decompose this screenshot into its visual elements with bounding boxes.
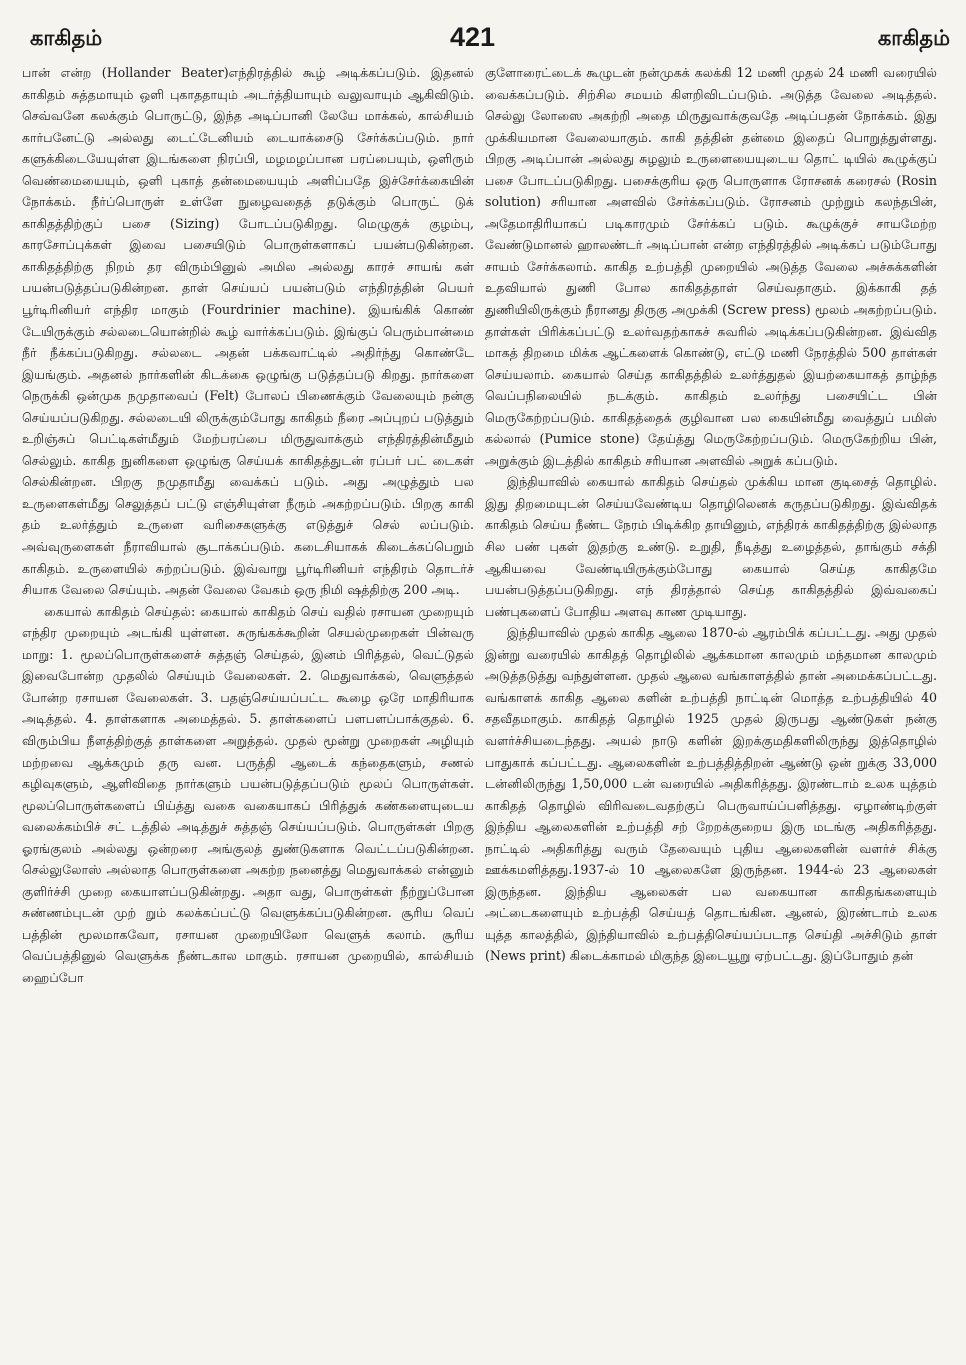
paragraph-cottage-industry: இந்தியாவில் கையால் காகிதம் செய்தல் முக்கிய மான குடிசைத் தொழில். இது திறமையுடன் செய்யவேண்டிய தொழிலெனக் கருதப்படுகிறது. இவ்விதக் காகிதம் செய்ய நீண்ட நேரம் பிடிக்கிற தாயினும், எந்திரக் காகிதத்திற்கு இல்லாத சில பண் புகள் இதற்கு உண்டு. உறுதி, நீடித்து உழைத்தல், தாங்கும் சக்தி ஆகியவை வேண்டியிருக்கும்போது கையால் செய்த காகிதமே பயன்படுத்தப்படுகிறது. எந் திரத்தால் செய்த காகிதத்தில் இவ்வகைப் பண்புகளைப் போதிய அளவு காண முடியாது. (485, 474, 937, 619)
running-title-left: காகிதம் (30, 26, 103, 50)
left-column (22, 62, 474, 1360)
page-header (0, 0, 966, 60)
page-number: 421 (450, 22, 496, 52)
paragraph-handmade-process: குளோரைட்டைக் கூழுடன் நன்முகக் கலக்கி 12 மணி முதல் 24 மணி வரையில் வைக்கப்படும். சிற்சில சமயம் கிளறிவிடப்படும். அடுத்த வேலை அடித்தல். செல்லு லோஸை அகற்றி அதை மிருதுவாக்குவதே அடிப்பதன் நோக்கம். இது முக்கியமான வேலையாகும். காகி தத்தின் தன்மை இதைப் பொறுத்துள்ளது. பிறகு அடிப்பான் அல்லது சுழலும் உருளையையுடைய தொட் டியில் கூழுக்குப் பசை போடப்படுகிறது. பசைக்குரிய ஒரு பொருளாக ரோசனக் கரைசல் (Rosin solution) சரியான அளவில் சேர்க்கப்படும். ரோசனம் முற்றும் கலந்தபின், அதேமாதிரியாகப் படிகாரமும் சேர்க்கப் படும். கூழுக்குச் சாயமேற்ற வேண்டுமானல் ஹாலண்டர் அடிப்பான் என்ற எந்திரத்தில் அடிக்கப் படும்போது சாயம் சேர்க்கலாம். காகித உற்பத்தி முறையில் அடுத்த வேலை அச்சுக்களின் உதவியால் துணி போல காகிதத்தாள் செய்வதாகும். இக்காகி தத் துணியிலிருக்கும் நீரானது திருகு அமுக்கி (Screw press) மூலம் அகற்றப்படும். தாள்கள் பிரிக்கப்பட்டு உலர்வதற்காகச் சுவரில் அடிக்கப்படுகின்றன. இவ்வித மாகத் திறமை மிக்க ஆட்களைக் கொண்டு, எட்டு மணி நேரத்தில் 500 தாள்கள் செய்யலாம். கையால் செய்த காகிதத்தில் உலர்த்துதல் இயற்கையாகத் தாழ்ந்த வெப்பநிலையில் நடக்கும். காகிதம் உலர்ந்து பசையிட்ட பின் மெருகேற்றப்படும். காகிதத்தைக் குழிவான பல கையின்மீது வைத்துப் பமிஸ் கல்லால் (Pumice stone) தேய்த்து மெருகேற்றப்படும். மெருகேற்றிய பின், அறுக்கும் இடத்தில் காகிதம் சரியான அளவில் அறுக் கப்படும். (485, 65, 937, 468)
paragraph-paper-industry-india: இந்தியாவில் முதல் காகித ஆலை 1870-ல் ஆரம்பிக் கப்பட்டது. அது முதல் இன்று வரையில் காகிதத் தொழிலில் ஆக்கமான காலமும் மந்தமான காலமும் அடுத்தடுத்து வந்துள்ளன. முதல் ஆலை வங்காளத்தில் தான் அமைக்கப்பட்டது. வங்காளக் காகித ஆலை களின் உற்பத்தி நாட்டின் மொத்த உற்பத்தியில் 40 சதவீதமாகும். காகிதத் தொழில் 1925 முதல் இருபது ஆண்டுகள் நன்கு வளர்ச்சியடைந்தது. அயல் நாடு களின் இறக்குமதிகளிலிருந்து இத்தொழில் பாதுகாக் கப்பட்டது. ஆலைகளின் உற்பத்தித்திறன் ஆண்டு ஒன் றுக்கு 33,000 டன்னிலிருந்து 1,50,000 டன் வரையில் அதிகரித்தது. இரண்டாம் உலக யுத்தம் காகிதத் தொழில் விரிவடைவதற்குப் பெருவாய்ப்பளித்தது. ஏழாண்டிற்குள் இந்திய ஆலைகளின் உற்பத்தி சற் றேறக்குறைய இரு மடங்கு அதிகரித்தது. நாட்டில் அதிகரித்து வரும் தேவையும் புதிய ஆலைகளின் வளர்ச் சிக்கு ஊக்கமளித்தது.1937-ல் 10 ஆலைகளே இருந்தன. 1944-ல் 23 ஆலைகள் இருந்தன. இந்திய ஆலைகள் பல வகையான காகிதங்களையும் அட்டைகளையும் உற்பத்தி செய்யத் தொடங்கின. ஆனல், இரண்டாம் உலக யுத்த காலத்தில், இந்தியாவில் உற்பத்திசெய்யப்படாத செய்தி அச்சிடும் தாள் (News print) கிடைக்காமல் மிகுந்த இடையூறு ஏற்பட்டது. இப்போதும் தன் (485, 625, 937, 964)
paragraph-handmade-paper: கையால் காகிதம் செய்தல்: கையால் காகிதம் செய் வதில் ரசாயன முறையும் எந்திர முறையும் அடங்கி யுள்ளன. சுருங்கக்கூறின் செயல்முறைகள் பின்வரு மாறு: 1. மூலப்பொருள்களைச் சுத்தஞ் செய்தல், இனம் பிரித்தல், வெட்டுதல் இவைபோன்ற முதலில் செய்யும் வேலைகள். 2. மெதுவாக்கல், வெளுத்தல் போன்ற ரசாயன வேலைகள். 3. பதஞ்செய்யப்பட்ட கூழை ஒரே மாதிரியாக அடித்தல். 4. தாள்களாக அமைத்தல். 5. தாள்களைப் பளபளப்பாக்குதல். 6. விரும்பிய நீளத்திற்குத் தாள்களை அறுத்தல். முதல் மூன்று முறைகள் அழியும் மற்றவை ஆக்கமும் தரு வன. பருத்தி ஆடைக் கந்தைகளும், சணல் கழிவுகளும், ஆளிவிதை நார்களும் பயன்படுத்தப்படும் மூலப் பொருள்கள். மூலப்பொருள்களைப் பிய்த்து வகை வகையாகப் பிரித்துக் கண்களையுடைய வலைக்கம்பிச் சட் டத்தில் அடித்துச் சுத்தஞ் செய்யப்படும். பொருள்கள் பிறகு ஓரங்குலம் அல்லது ஒன்றரை அங்குலத் துண்டுகளாக வெட்டப்படுகின்றன. செல்லுலோஸ் அல்லாத பொருள்களை அகற்ற நனைத்து மெதுவாக்கல் என்னும் குளிர்ச்சி முறை கையாளப்படுகின்றது. அதா வது, பொருள்கள் நீற்றுப்போன சுண்ணம்புடன் முற் றும் கலக்கப்பட்டு வெளுக்கப்படுகின்றன. சூரிய வெப் பத்தின் மூலமாகவோ, ரசாயன முறையிலோ வெளுக் கலாம். சூரிய வெப்பத்தினுல் வெளுக்க நீண்டகால மாகும். ரசாயன முறையில், கால்சியம் ஹைப்போ (22, 603, 474, 985)
running-title-right: காகிதம் (877, 26, 950, 50)
right-column (485, 62, 937, 1360)
paragraph-machine-papermaking: பான் என்ற (Hollander Beater)எந்திரத்தில் கூழ் அடிக்கப்படும். இதனல் காகிதம் சுத்தமாயும் ஒளி புகாததாயும் அடர்த்தியாயும் வலுவாயும் ஆகிவிடும். செவ்வனே கலக்கும் பொருட்டு, இந்த அடிப்பானி லேயே மாக்கல், கால்சியம் கார்பனேட்டு அல்லது டைட்டேனியம் டையாக்சைடு சேர்க்கப்படும். நார் களுக்கிடையேயுள்ள இடங்களை நிரப்பி, மழமழப்பான பரப்பையும், ஒளிரும் வெண்மையையும், ஒளி புகாத் தன்மையையும் அளிப்பதே இச்சேர்க்கையின் நோக்கம். நீர்ப்பொருள் உள்ளே நுழைவதைத் தடுக்கும் பொருட் டுக் காகிதத்திற்குப் பசை (Sizing) போடப்படுகிறது. மெழுகுக் குழம்பு, காரசோப்புக்கள் இவை பசையிடும் பொருள்களாகப் பயன்படுகின்றன. காகிதத்திற்கு நிறம் தர விரும்பினுல் அமில அல்லது காரச் சாயங் கள் பயன்படுத்தப்படுகின்றன. தாள் செய்யப் பயன்படும் எந்திரத்தின் பெயர் பூர்டிரினியர் எந்திர மாகும் (Fourdrinier machine). இயங்கிக் கொண் டேயிருக்கும் சல்லடையொன்றில் கூழ் வார்க்கப்படும். இங்குப் பெரும்பான்மை நீர் நீக்கப்படுகிறது. சல்லடை அதன் பக்கவாட்டில் அதிர்ந்து கொண்டே இயங்கும். அதனல் நார்களின் கிடக்கை ஒழுங்கு படுத்தப்படு கிறது. நார்களை நெருக்கி ஒன்முக நமுதாவைப் (Felt) போலப் பிணைக்கும் வேலையும் நன்கு செய்யப்படுகிறது. சல்லடையி லிருக்கும்போது காகிதம் நீரை அப்புறப் படுத்தும் உறிஞ்சுப் பெட்டிகள்மீதும் மேற்பரப்பை மிருதுவாக்கும் எந்திரத்தின்மீதும் செல்லும். காகித நுனிகளை ஒழுங்கு செய்யக் காகிதத்துடன் ரப்பர் பட் டைகள் செல்கின்றன. பிறகு நமுதாமீது வைக்கப் படும். அது அழுத்தும் பல உருளைகள்மீது செலுத்தப் பட்டு எஞ்சியுள்ள நீரும் அகற்றப்படும். பிறகு காகி தம் உலர்த்தும் உருளை வரிசைகளுக்கு எடுத்துச் செல் லப்படும். அவ்வுருளைகள் நீராவியால் சூடாக்கப்படும். கடைசியாகக் கிடைக்கப்பெறும் காகிதம். உருளையில் சுற்றப்படும். இவ்வாறு பூர்டிரினியர் எந்திரம் தொடர்ச் சியாக வேலை செய்யும். அதன் வேலை வேகம் ஒரு நிமி ஷத்திற்கு 200 அடி. (22, 65, 474, 598)
